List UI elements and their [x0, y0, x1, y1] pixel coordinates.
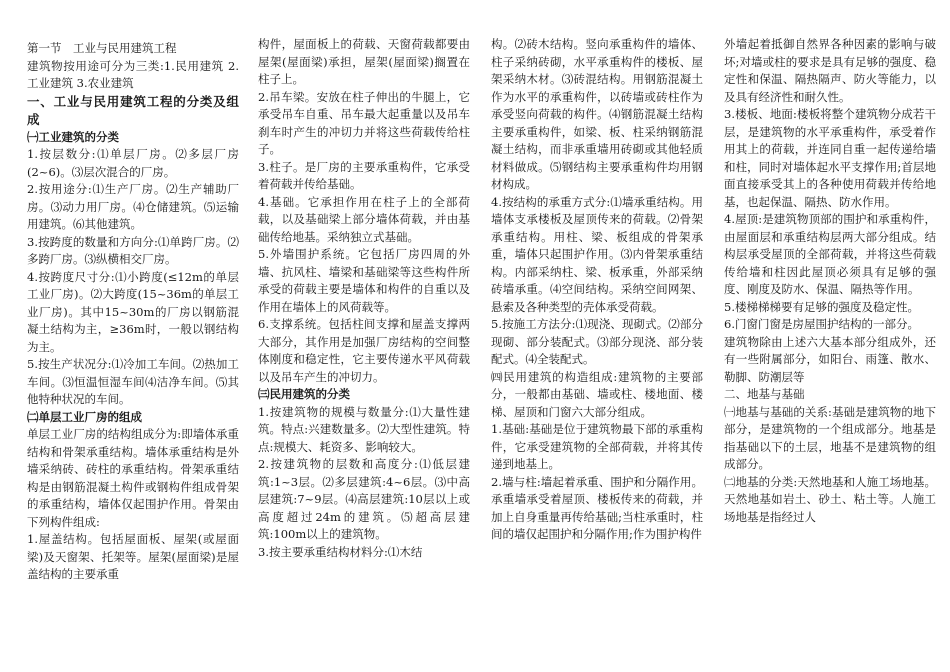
- paragraph: 外墙起着抵御自然界各种因素的影响与破坏;对墙或柱的要求是具有足够的强度、稳定性和保温、隔热隔声、防火等能力，以及具有经济性和耐久性。: [724, 37, 936, 104]
- paragraph: 5.外墙围护系统。它包括厂房四周的外墙、抗风柱、墙梁和基础梁等这些构件所承受的荷载主要是墙体和构件的自重以及作用在墙体上的风荷载等。: [258, 247, 470, 314]
- paragraph: 3.楼板、地面:楼板将整个建筑物分成若干层，是建筑物的水平承重构件，承受着作用其上的荷载，并连同自重一起传递给墙和柱，同时对墙体起水平支撑作用;首层地面直接承受其上的各种使用荷载并传给地基，也起保温、隔热、防水作用。: [724, 107, 936, 209]
- paragraph: 建筑物按用途可分为三类:1.民用建筑 2.工业建筑 3.农业建筑: [27, 58, 239, 90]
- paragraph: 4.按跨度尺寸分:⑴小跨度(≤12m的单层工业厂房)。⑵大跨度(15~36m的单层工业厂房)。其中15~30m的厂房以钢筋混凝土结构为主，≥36m时，一般以钢结构为主。: [27, 269, 239, 354]
- paragraph: 1.基础:基础是位于建筑物最下部的承重构件，它承受建筑物的全部荷载，并将其传递到地基上。: [491, 422, 703, 471]
- paragraph: 4.按结构的承重方式分:⑴墙承重结构。用墙体支承楼板及屋顶传来的荷载。⑵骨架承重结构。用柱、梁、板组成的骨架承重，墙体只起围护作用。⑶内骨架承重结构。内部采纳柱、梁、板承重，外部采纳砖墙承重。⑷空间结构。采纳空间网架、悬索及各种类型的壳体承受荷载。: [491, 194, 703, 314]
- paragraph: 6.支撑系统。包括柱间支撑和屋盖支撑两大部分，其作用是加强厂房结构的空间整体刚度和稳定性，它主要传递水平风荷载以及吊车产生的冲切力。: [258, 317, 470, 384]
- paragraph: 构件，屋面板上的荷载、天窗荷载都要由屋架(屋面梁)承担，屋架(屋面梁)搁置在柱子上。: [258, 37, 470, 86]
- paragraph: 构。⑵砖木结构。竖向承重构件的墙体、柱子采纳砖砌，水平承重构件的楼板、屋架采纳木材。⑶砖混结构。用钢筋混凝土作为水平的承重构件，以砖墙或砖柱作为承受竖向荷载的构件。⑷钢筋混凝土结构主要承重构件，如梁、板、柱采纳钢筋混凝土结构，而非承重墙用砖砌或其他轻质材料做成。⑸钢结构主要承重构件均用钢材构成。: [491, 37, 703, 191]
- paragraph: 5.楼梯梯梯要有足够的强度及稳定性。: [724, 299, 919, 314]
- paragraph: 2.墙与柱:墙起着承重、围护和分隔作用。承重墙承受着屋顶、楼板传来的荷载，并加上自身重量再传给基础;当柱承重时，柱间的墙仅起围护和分隔作用;作为围护构件: [491, 474, 703, 541]
- subsection-heading: ㈢民用建筑的分类: [258, 387, 350, 401]
- paragraph: ㈣民用建筑的构造组成:建筑物的主要部分，一般都由基础、墙或柱、楼地面、楼梯、屋顶和门窗六大部分组成。: [491, 369, 703, 419]
- paragraph: 2.吊车梁。安放在柱子伸出的牛腿上，它承受吊车自重、吊车最大起重量以及吊车刹车时产生的冲切力并将这些荷载传给柱子。: [258, 89, 470, 156]
- text-column-3: [491, 36, 703, 661]
- paragraph: 3.按主要承重结构材料分:⑴木结: [258, 544, 423, 559]
- section-title: 第一节 工业与民用建筑工程: [27, 41, 177, 55]
- paragraph: 2.按用途分:⑴生产厂房。⑵生产辅助厂房。⑶动力用厂房。⑷仓储建筑。⑸运输用建筑。⑹其他建筑。: [27, 182, 239, 231]
- paragraph: 单层工业厂房的结构组成分为:即墙体承重结构和骨架承重结构。墙体承重结构是外墙采纳砖、砖柱的承重结构。骨架承重结构是由钢筋混凝土构件或钢构件组成骨架的承重结构，墙体仅起围护作用。骨架由下列构件组成:: [27, 427, 239, 529]
- chapter-heading: 一、工业与民用建筑工程的分类及组成: [27, 93, 239, 127]
- paragraph: 3.按跨度的数量和方向分:⑴单跨厂房。⑵多跨厂房。⑶纵横相交厂房。: [27, 234, 239, 266]
- text-column-4: [724, 36, 936, 661]
- paragraph: 二、地基与基础: [724, 387, 805, 401]
- subsection-heading: ㈡单层工业厂房的组成: [27, 409, 142, 424]
- paragraph: ㈡地基的分类:天然地基和人施工场地基。天然地基如岩土、砂土、粘土等。人施工场地基是指经过人: [724, 474, 936, 524]
- paragraph: 3.柱子。是厂房的主要承重构件，它承受着荷载并传给基础。: [258, 159, 470, 191]
- paragraph: 4.屋顶:是建筑物顶部的围护和承重构件，由屋面层和承重结构层两大部分组成。结构层承受屋顶的全部荷载，并将这些荷载传给墙和柱因此屋顶必须具有足够的强度、刚度及防水、保温、隔热等作用。: [724, 212, 936, 296]
- paragraph: 2.按建筑物的层数和高度分:⑴低层建筑:1~3层。⑵多层建筑:4~6层。⑶中高层建筑:7~9层。⑷高层建筑:10层以上或高度超过24m的建筑。⑸超高层建筑:100m以上的建筑物。: [258, 457, 470, 541]
- subsection-heading: ㈠工业建筑的分类: [27, 129, 119, 144]
- paragraph: 建筑物除由上述六大基本部分组成外，还有一些附属部分，如阳台、雨篷、散水、勒脚、防潮层等: [724, 334, 936, 384]
- paragraph: 5.按生产状况分:⑴冷加工车间。⑵热加工车间。⑶恒温恒湿车间⑷洁净车间。⑸其他特种状况的车间。: [27, 357, 239, 406]
- paragraph: 4.基础。它承担作用在柱子上的全部荷载，以及基础梁上部分墙体荷载，并由基础传给地基。采纳独立式基础。: [258, 194, 470, 244]
- text-column-2: [258, 36, 470, 661]
- paragraph: 1.屋盖结构。包括屋面板、屋架(或屋面梁)及天窗架、托架等。屋架(屋面梁)是屋盖结构的主要承重: [27, 532, 239, 581]
- paragraph: ㈠地基与基础的关系:基础是建筑物的地下部分，是建筑物的一个组成部分。地基是指基础以下的土层，地基不是建筑物的组成部分。: [724, 404, 936, 471]
- paragraph: 1.按建筑物的规模与数量分:⑴大量性建筑。特点:兴建数量多。⑵大型性建筑。特点:规模大、耗资多、影响较大。: [258, 404, 470, 454]
- paragraph: 1.按层数分:⑴单层厂房。⑵多层厂房(2~6)。⑶层次混合的厂房。: [27, 147, 239, 179]
- paragraph: 5.按施工方法分:⑴现浇、现砌式。⑵部分现砌、部分装配式。⑶部分现浇、部分装配式。⑷全装配式。: [491, 317, 703, 366]
- text-column-1: [27, 40, 239, 665]
- paragraph: 6.门窗门窗是房屋围护结构的一部分。: [724, 317, 919, 331]
